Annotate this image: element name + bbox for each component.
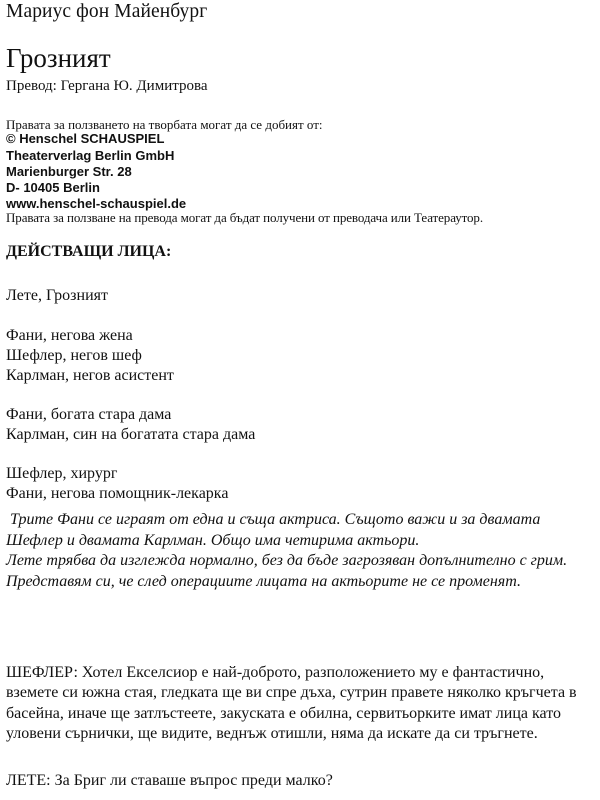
translator-credit: Превод: Гергана Ю. Димитрова xyxy=(6,78,208,94)
author-name: Мариус фон Майенбург xyxy=(6,1,208,22)
character-item: Карлман, негов асистент xyxy=(6,367,174,384)
note-paragraph: Лете трябва да изглежда нормално, без да бъде загрозяван допълнително с грим. xyxy=(6,552,568,569)
note-paragraph: Представям си, че след операциите лицата на актьорите не се променят. xyxy=(6,572,521,590)
character-item: Фани, негова помощник-лекарка xyxy=(6,485,229,502)
cast-heading: ДЕЙСТВАЩИ ЛИЦА: xyxy=(6,243,172,260)
publisher-line: © Henschel SCHAUSPIEL xyxy=(6,131,165,146)
character-item: Лете, Грозният xyxy=(6,287,108,304)
rights-translation: Правата за ползване на превода могат да бъдат получени от преводача или Театераутор. xyxy=(6,210,483,225)
publisher-website: www.henschel-schauspiel.de xyxy=(6,196,187,211)
rights-intro: Правата за ползването на творбата могат да се добият от: xyxy=(6,117,323,132)
character-item: Шефлер, хирург xyxy=(6,465,118,482)
publisher-line: Theaterverlag Berlin GmbH xyxy=(6,148,175,163)
note-paragraph: Трите Фани се играят от една и съща актриса. Същото важи и за двамата Шефлер и двамата Карлман. Общо има четирима актьори. xyxy=(6,511,545,549)
character-item: Фани, негова жена xyxy=(6,327,133,344)
dialogue-block xyxy=(6,663,596,744)
character-item: Карлман, син на богатата стара дама xyxy=(6,426,256,443)
character-item: Фани, богата стара дама xyxy=(6,406,172,423)
publisher-line: Marienburger Str. 28 xyxy=(6,164,132,179)
publisher-line: D- 10405 Berlin xyxy=(6,180,100,195)
dialogue-line: ШЕФЛЕР: Хотел Екселсиор е най-доброто, разположението му е фантастично, вземете си южна стая, гледката ще ви спре дъха, сутрин правете няколко кръгчета в басейна, иначе ще затлъстеете, закуската е обилна, сервитьорките имат лица като уловени сърнички, ще видите, веднъж отишли, няма да искате да си тръгнете. xyxy=(6,664,577,742)
character-item: Шефлер, негов шеф xyxy=(6,347,142,364)
play-title: Грозният xyxy=(6,43,111,73)
dialogue-line: ЛЕТЕ: За Бриг ли ставаше въпрос преди малко? xyxy=(6,772,333,789)
author-note xyxy=(6,510,600,592)
